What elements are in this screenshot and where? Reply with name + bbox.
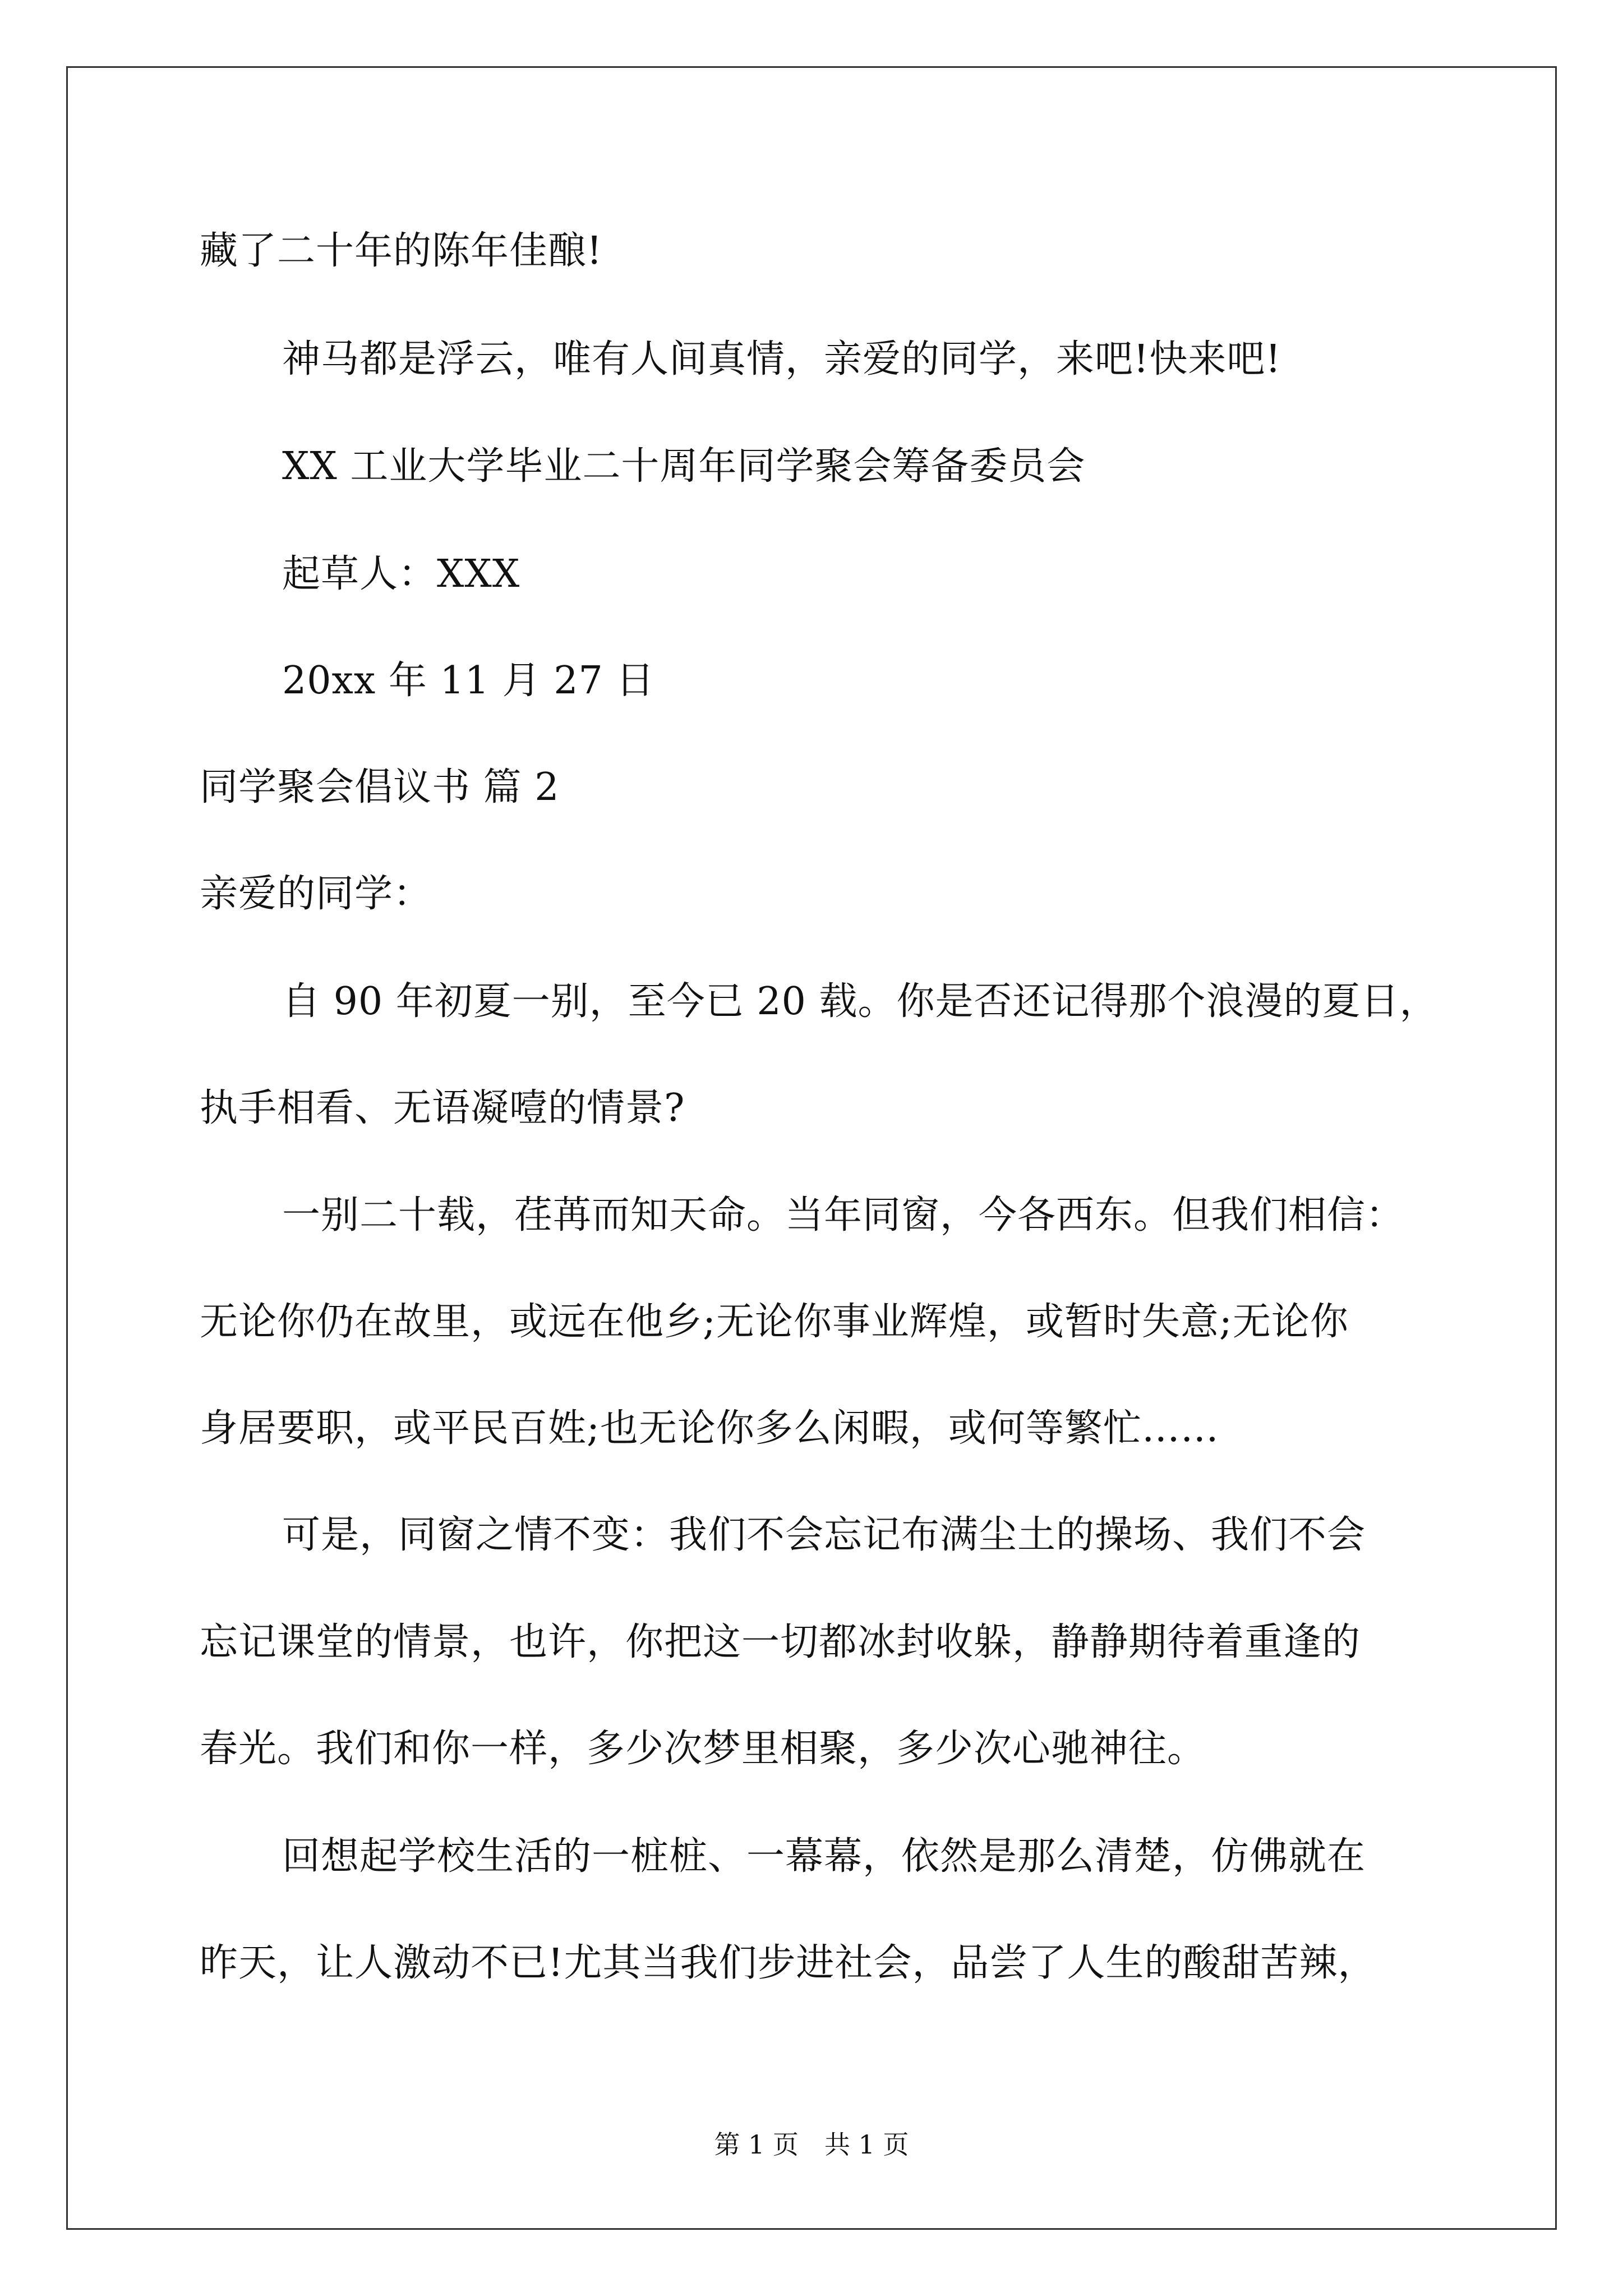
text-line: 回想起学校生活的一桩桩、一幕幕，依然是那么清楚，仿佛就在	[282, 1834, 1366, 1879]
text-line: 神马都是浮云，唯有人间真情，亲爱的同学，来吧!快来吧!	[282, 337, 1281, 381]
section-heading: 同学聚会倡议书 篇 2	[200, 765, 560, 809]
text-line: 春光。我们和你一样，多少次梦里相聚，多少次心驰神往。	[200, 1727, 1206, 1771]
text-line: 执手相看、无语凝噎的情景?	[200, 1086, 685, 1130]
text-line: 可是，同窗之情不变：我们不会忘记布满尘土的操场、我们不会	[282, 1513, 1366, 1557]
text-line: 忘记课堂的情景，也许，你把这一切都冰封收躲，静静期待着重逢的	[200, 1620, 1361, 1664]
text-line: XX 工业大学毕业二十周年同学聚会筹备委员会	[282, 444, 1086, 489]
text-line: 身居要职，或平民百姓;也无论你多么闲暇，或何等繁忙……	[200, 1406, 1219, 1451]
page-footer: 第 1 页 共 1 页	[714, 2129, 909, 2160]
page-border	[66, 66, 1557, 2230]
text-line: 自 90 年初夏一别，至今已 20 载。你是否还记得那个浪漫的夏日，	[282, 979, 1438, 1024]
text-line: 20xx 年 11 月 27 日	[282, 659, 655, 703]
salutation: 亲爱的同学：	[200, 872, 432, 916]
text-line: 一别二十载，荏苒而知天命。当年同窗，今各西东。但我们相信：	[282, 1193, 1405, 1237]
text-line: 昨天，让人激动不已!尤其当我们步进社会，品尝了人生的酸甜苦辣，	[200, 1941, 1377, 1985]
text-line: 藏了二十年的陈年佳酿!	[200, 229, 603, 273]
text-line: 无论你仍在故里，或远在他乡;无论你事业辉煌，或暂时失意;无论你	[200, 1300, 1349, 1344]
text-line: 起草人：XXX	[282, 552, 520, 596]
